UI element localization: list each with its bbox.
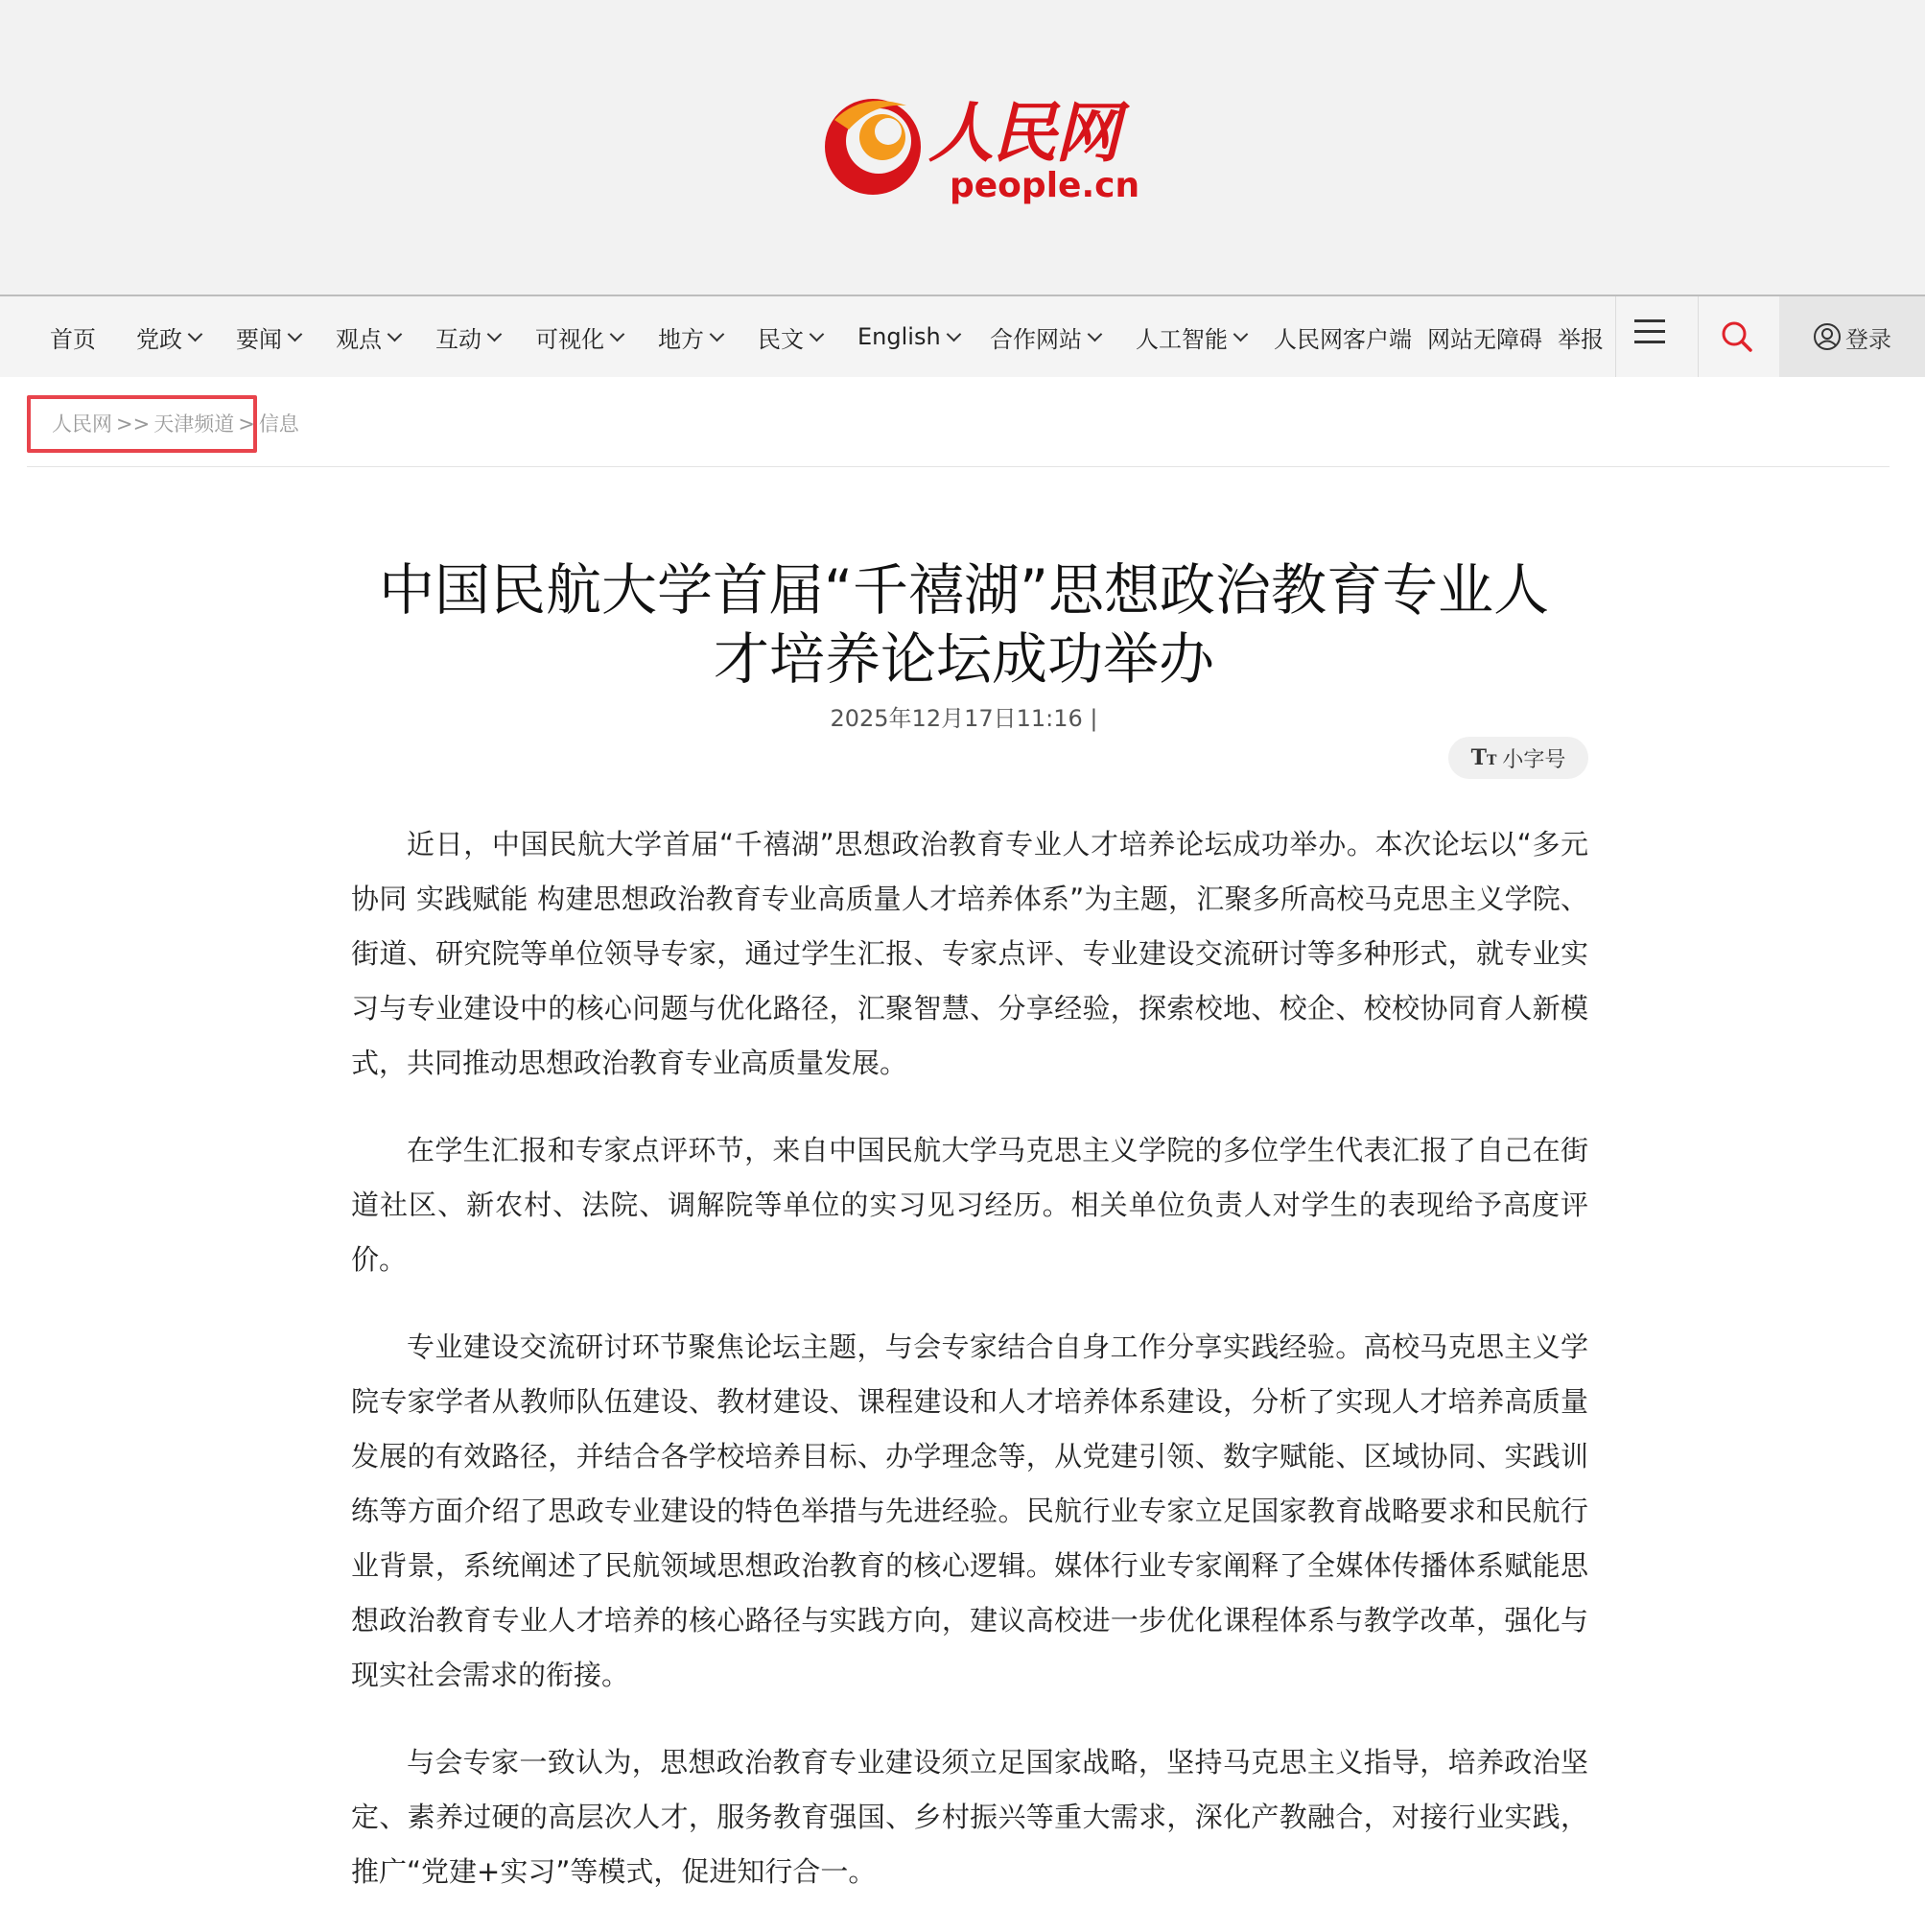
- chevron-down-icon: [387, 326, 403, 342]
- login-button[interactable]: [1779, 296, 1925, 377]
- nav-item[interactable]: [1558, 320, 1621, 354]
- article-body: [351, 817, 1588, 1932]
- chevron-down-icon: [1233, 326, 1249, 342]
- article-paragraph: 与会专家一致认为，思想政治教育专业建设须立足国家战略，坚持马克思主义指导，培养政治坚定、素养过硬的高层次人才，服务教育强国、乡村振兴等重大需求，深化产教融合，对接行业实践，推广“党建+实习”等模式，促进知行合一。: [351, 1746, 1588, 1888]
- nav-item[interactable]: [1274, 320, 1427, 354]
- nav-item-label: 举报: [1558, 325, 1604, 353]
- nav-item[interactable]: [990, 320, 1136, 354]
- nav-item-label: 网站无障碍: [1427, 325, 1542, 353]
- logo-cn-text: 人民网: [928, 95, 1119, 172]
- breadcrumb-separator: >>: [116, 412, 151, 436]
- breadcrumb-link[interactable]: 天津频道: [153, 412, 235, 436]
- nav-item-label: 人民网客户端: [1274, 325, 1412, 353]
- search-icon[interactable]: [1721, 320, 1753, 353]
- article-paragraph: 近日，中国民航大学首届“千禧湖”思想政治教育专业人才培养论坛成功举办。本次论坛以“多元协同 实践赋能 构建思想政治教育专业高质量人才培养体系”为主题，汇聚多所高校马克思主义学院、街道、研究院等单位领导专家，通过学生汇报、专家点评、专业建设交流研讨等多种形式，就专业实习与专业建设中的核心问题与优化路径，汇聚智慧、分享经验，探索校地、校企、校校协同育人新模式，共同推动思想政治教育专业高质量发展。: [351, 828, 1588, 1079]
- nav-item-label: 人工智能: [1136, 325, 1228, 353]
- nav-item-label: 可视化: [535, 325, 604, 353]
- chevron-down-icon: [288, 326, 303, 342]
- nav-item-label: 民文: [758, 325, 804, 353]
- nav-item[interactable]: [50, 320, 136, 354]
- chevron-down-icon: [946, 326, 961, 342]
- breadcrumb-separator: >: [238, 412, 255, 436]
- nav-item[interactable]: [236, 320, 336, 354]
- chevron-down-icon: [610, 326, 625, 342]
- nav-item[interactable]: [1427, 320, 1558, 354]
- nav-item[interactable]: [857, 323, 990, 350]
- font-size-toggle[interactable]: [1448, 737, 1588, 779]
- nav-item-label: 首页: [50, 325, 96, 353]
- nav-item-label: 观点: [336, 325, 382, 353]
- article-date: 2025年12月17日11:16 |: [830, 705, 1098, 732]
- breadcrumb-area: [27, 393, 1890, 467]
- nav-item[interactable]: [1136, 320, 1274, 354]
- font-size-icon: TT: [1470, 745, 1497, 770]
- logo-swirl-icon: [815, 82, 940, 206]
- nav-item-label: 地方: [658, 325, 704, 353]
- chevron-down-icon: [188, 326, 203, 342]
- logo-en-text: people.cn: [950, 166, 1140, 205]
- nav-item-label: 合作网站: [990, 325, 1082, 353]
- font-size-label: 小字号: [1502, 747, 1566, 772]
- article-title: 中国民航大学首届“千禧湖”思想政治教育专业人才培养论坛成功举办: [378, 556, 1550, 692]
- nav-item-label: 互动: [435, 325, 481, 353]
- chevron-down-icon: [710, 326, 725, 342]
- nav-divider: [1698, 296, 1699, 377]
- login-label: 登录: [1845, 325, 1891, 353]
- breadcrumb: [52, 409, 303, 437]
- chevron-down-icon: [1088, 326, 1103, 342]
- chevron-down-icon: [810, 326, 825, 342]
- nav-item[interactable]: [136, 320, 236, 354]
- hamburger-icon[interactable]: [1634, 319, 1665, 348]
- nav-item[interactable]: [336, 320, 435, 354]
- nav-item[interactable]: [435, 320, 535, 354]
- article-paragraph: 专业建设交流研讨环节聚焦论坛主题，与会专家结合自身工作分享实践经验。高校马克思主义学院专家学者从教师队伍建设、教材建设、课程建设和人才培养体系建设，分析了实现人才培养高质量发展的有效路径，并结合各学校培养目标、办学理念等，从党建引领、数字赋能、区域协同、实践训练等方面介绍了思政专业建设的特色举措与先进经验。民航行业专家立足国家教育战略要求和民航行业背景，系统阐述了民航领域思想政治教育的核心逻辑。媒体行业专家阐释了全媒体传播体系赋能思想政治教育专业人才培养的核心路径与实践方向，建议高校进一步优化课程体系与教学改革，强化与现实社会需求的衔接。: [351, 1331, 1588, 1691]
- nav-item-label: 要闻: [236, 325, 282, 353]
- nav-item-label: English: [857, 323, 941, 350]
- nav-item-label: 党政: [136, 325, 182, 353]
- breadcrumb-link[interactable]: 人民网: [52, 412, 112, 436]
- nav-item[interactable]: [758, 320, 857, 354]
- article-paragraph: 在学生汇报和专家点评环节，来自中国民航大学马克思主义学院的多位学生代表汇报了自己在街道社区、新农村、法院、调解院等单位的实习见习经历。相关单位负责人对学生的表现给予高度评价。: [351, 1134, 1588, 1276]
- breadcrumb-link[interactable]: 信息: [258, 412, 299, 436]
- nav-item[interactable]: [658, 320, 758, 354]
- site-logo[interactable]: [815, 82, 1140, 206]
- nav-divider: [1615, 296, 1616, 377]
- user-icon: [1813, 322, 1842, 351]
- chevron-down-icon: [487, 326, 503, 342]
- header-band: [0, 0, 1925, 296]
- nav-items: [0, 296, 1621, 377]
- nav-item[interactable]: [535, 320, 658, 354]
